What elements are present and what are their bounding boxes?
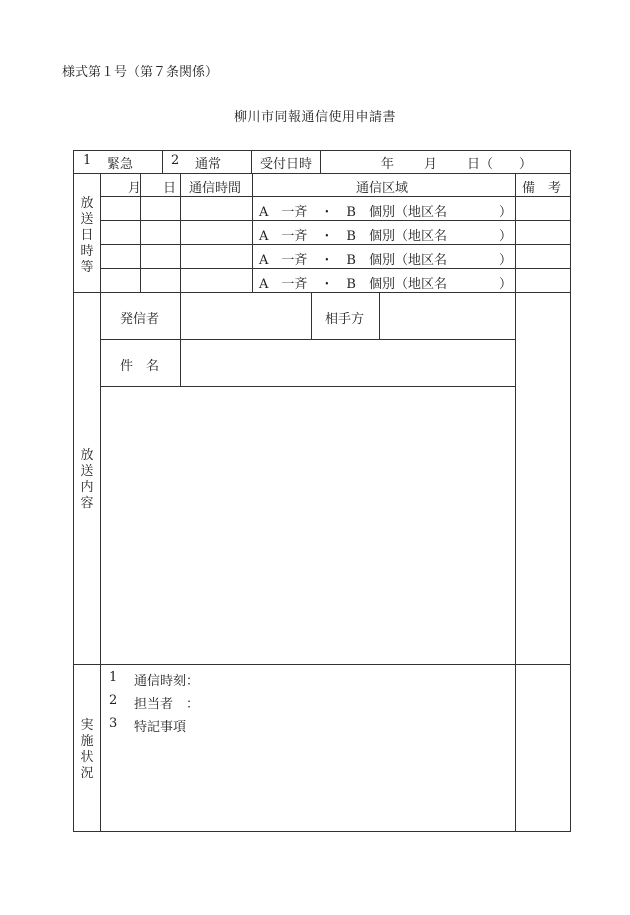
urgent-option[interactable]: 緊急 xyxy=(107,157,134,172)
area-option-row-4[interactable]: A 一斉 ・ B 個別（地区名 xyxy=(259,277,447,292)
rule-day xyxy=(180,173,181,292)
received-day-label: 日（ xyxy=(467,157,494,172)
border-left xyxy=(73,150,74,832)
rule-top-3 xyxy=(320,150,321,173)
application-form-table xyxy=(73,150,571,832)
status-item-1-number: 1 xyxy=(109,670,118,685)
rule-schedule-row-3 xyxy=(100,268,571,269)
rule-schedule-header xyxy=(100,196,571,197)
rule-content-end xyxy=(73,664,571,665)
status-side-label: 実施状況 xyxy=(80,718,94,781)
col-area: 通信区域 xyxy=(356,181,409,196)
border-bottom xyxy=(73,831,571,832)
normal-option[interactable]: 通常 xyxy=(195,157,222,172)
area-option-row-2[interactable]: A 一斉 ・ B 個別（地区名 xyxy=(259,229,447,244)
schedule-side-label: 放送日時等 xyxy=(80,196,94,275)
rule-side-label xyxy=(100,173,101,832)
rule-schedule-row-1 xyxy=(100,220,571,221)
received-datetime-label: 受付日時 xyxy=(260,157,313,172)
col-remarks: 備 考 xyxy=(522,181,562,196)
col-time: 通信時間 xyxy=(189,181,242,196)
rule-sender-value xyxy=(311,292,312,339)
sender-label: 発信者 xyxy=(120,312,160,327)
status-item-1-text: 通信時刻： xyxy=(134,674,200,689)
recipient-label: 相手方 xyxy=(325,312,365,327)
border-right xyxy=(570,150,571,832)
rule-top-2 xyxy=(251,150,252,173)
status-item-3-text: 特記事項 xyxy=(134,720,187,735)
urgent-number: 1 xyxy=(83,153,92,168)
rule-time xyxy=(252,173,253,292)
rule-top-row xyxy=(73,173,571,174)
rule-remarks xyxy=(515,173,516,832)
border-top xyxy=(73,150,571,151)
content-side-label: 放送内容 xyxy=(80,448,94,511)
rule-schedule-end xyxy=(73,292,571,293)
form-number: 様式第１号（第７条関係） xyxy=(62,65,219,80)
rule-schedule-row-2 xyxy=(100,244,571,245)
status-item-3-number: 3 xyxy=(109,716,118,731)
col-month: 月 xyxy=(128,181,142,196)
subject-label: 件 名 xyxy=(120,359,160,374)
area-option-row-1[interactable]: A 一斉 ・ B 個別（地区名 xyxy=(259,205,447,220)
normal-number: 2 xyxy=(171,153,180,168)
rule-top-1 xyxy=(162,150,163,173)
rule-recipient-label xyxy=(379,292,380,339)
received-year-label: 年 xyxy=(381,157,395,172)
area-close-row-3: ） xyxy=(499,253,513,268)
rule-subject-row xyxy=(100,386,515,387)
area-close-row-2: ） xyxy=(499,229,513,244)
area-close-row-4: ） xyxy=(499,277,513,292)
status-item-2-text: 担当者 ： xyxy=(134,697,200,712)
received-day-close: ） xyxy=(519,157,533,172)
status-item-2-number: 2 xyxy=(109,693,118,708)
received-month-label: 月 xyxy=(424,157,438,172)
document-title: 柳川市同報通信使用申請書 xyxy=(233,110,396,125)
area-close-row-1: ） xyxy=(499,205,513,220)
col-day: 日 xyxy=(163,181,177,196)
area-option-row-3[interactable]: A 一斉 ・ B 個別（地区名 xyxy=(259,253,447,268)
rule-sender-row xyxy=(100,339,515,340)
